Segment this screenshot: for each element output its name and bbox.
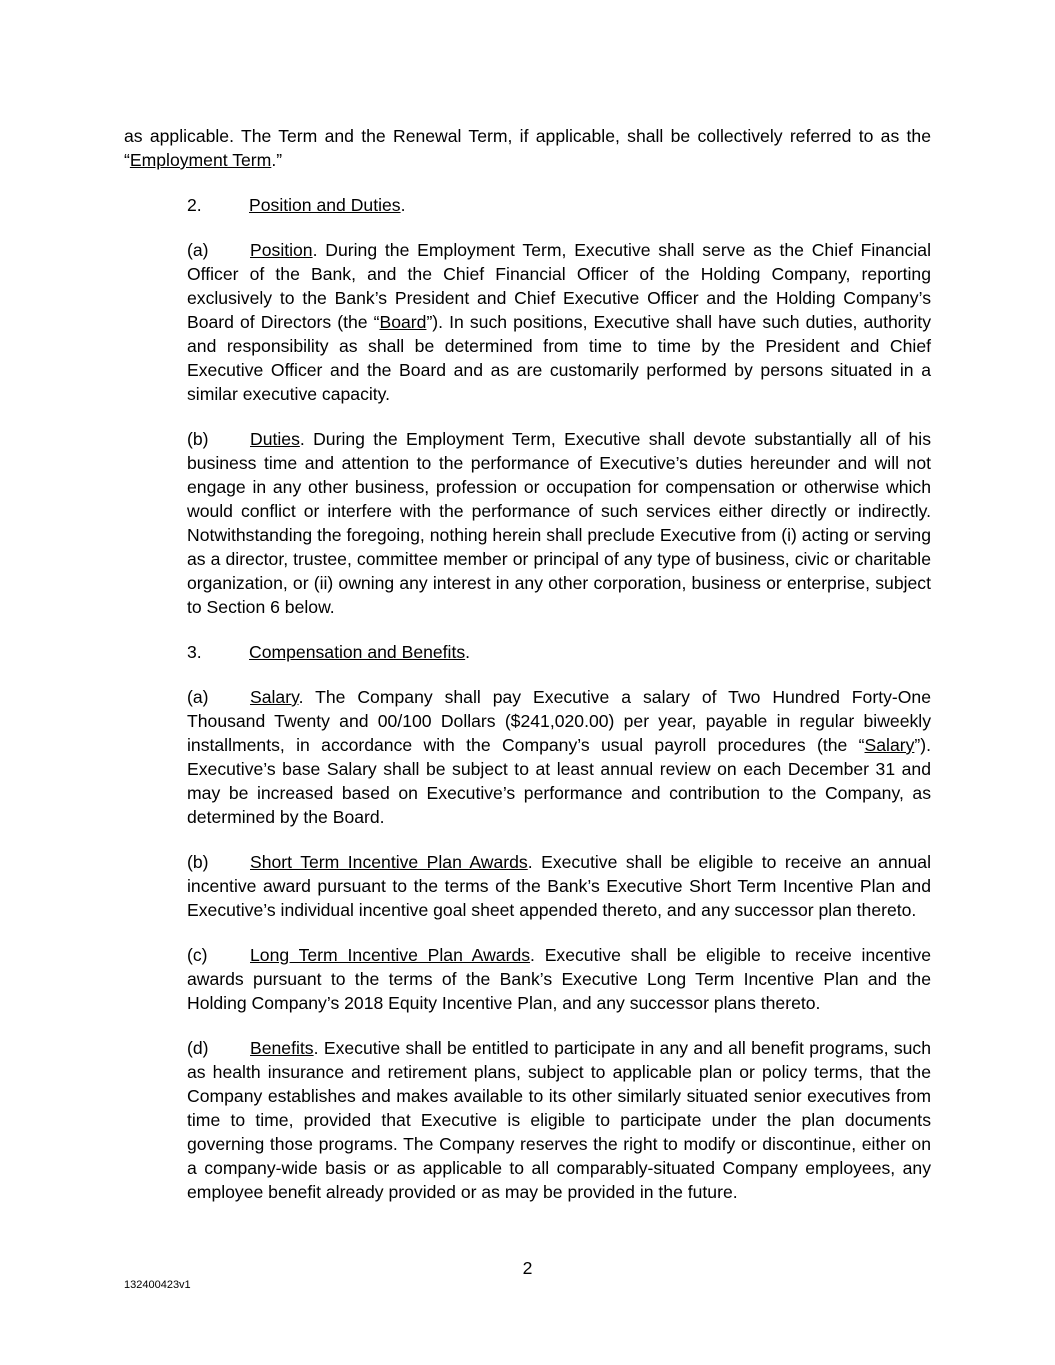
subsection-label: (b): [187, 429, 209, 449]
intro-text: as applicable. The Term and the Renewal Term, if applicable, shall be collectively referred to as the “: [124, 126, 931, 170]
section-title: Position and Duties: [249, 195, 401, 215]
section-3c-paragraph: [187, 943, 931, 1015]
section-3d-paragraph: [187, 1036, 931, 1204]
subsection-text-end: ”). Executive’s base Salary shall be subject to at least annual review on each December 31 and may be increased based on Executive’s performance and contribution to the Company, as determined by the Board.: [187, 735, 931, 827]
subsection-heading: Benefits: [250, 1038, 314, 1058]
section-number: 2.: [187, 195, 202, 215]
subsection-label: (a): [187, 240, 209, 260]
section-2-heading: [187, 193, 931, 217]
subsection-text: . Executive shall be eligible to receive incentive awards pursuant to the terms of the Bank’s Executive Long Term Incentive Plan and the Holding Company’s 2018 Equity Incentive Plan, and any successor plans thereto.: [187, 945, 931, 1013]
subsection-label: (b): [187, 852, 209, 872]
intro-paragraph: [124, 124, 931, 172]
document-page: [124, 124, 931, 1204]
section-2b-paragraph: [187, 427, 931, 619]
subsection-text: . Executive shall be entitled to participate in any and all benefit programs, such as health insurance and retirement plans, subject to applicable plan or policy terms, that the Company establishes and makes available to its other similarly situated senior executives from time to time, provided that Executive is eligible to participate under the plan documents governing those programs. The Company reserves the right to modify or discontinue, either on a company-wide basis or as applicable to all comparably-situated Company employees, any employee benefit already provided or as may be provided in the future.: [187, 1038, 931, 1202]
subsection-heading: Long Term Incentive Plan Awards: [250, 945, 531, 965]
subsection-label: (c): [187, 945, 208, 965]
defined-term-salary: Salary: [864, 735, 915, 755]
subsection-heading: Position: [250, 240, 313, 260]
subsection-label: (a): [187, 687, 209, 707]
subsection-heading: Duties: [250, 429, 300, 449]
subsection-label: (d): [187, 1038, 209, 1058]
page-number: 2: [522, 1258, 533, 1278]
defined-term-employment-term: Employment Term: [129, 150, 272, 170]
section-2a-paragraph: [187, 238, 931, 406]
subsection-text: . During the Employment Term, Executive shall serve as the Chief Financial Officer of the Bank, and the Chief Financial Officer of the Holding Company, reporting exclusively to the Bank’s President and Chief Executive Officer and the Holding Company’s Board of Directors (the “: [187, 240, 931, 332]
document-id: 132400423v1: [124, 1279, 191, 1291]
subsection-text: . The Company shall pay Executive a salary of Two Hundred Forty-One Thousand Twenty and 00/100 Dollars ($241,020.00) per year, payable in regular biweekly installments, in accordance with the Company’s usual payroll procedures (the “: [187, 687, 931, 755]
subsection-text-end: ”). In such positions, Executive shall have such duties, authority and responsibility as shall be determined from time to time by the President and Chief Executive Officer and the Board and as are customarily performed by persons situated in a similar executive capacity.: [187, 312, 932, 404]
section-number: 3.: [187, 642, 202, 662]
subsection-text: . During the Employment Term, Executive shall devote substantially all of his business time and attention to the performance of Executive’s duties hereunder and will not engage in any other business, profession or occupation for compensation or otherwise which would conflict or interfere with the performance of such services either directly or indirectly. Notwithstanding the foregoing, nothing herein shall preclude Executive from (i) acting or serving as a director, trustee, committee member or principal of any type of business, civic or charitable organization, or (ii) owning any interest in any other corporation, business or enterprise, subject to Section 6 below.: [187, 429, 931, 617]
subsection-heading: Short Term Incentive Plan Awards: [250, 852, 528, 872]
defined-term-board: Board: [379, 312, 427, 332]
subsection-heading: Salary: [250, 687, 299, 707]
section-3b-paragraph: [187, 850, 931, 922]
section-3-heading: [187, 640, 931, 664]
section-title-period: .: [400, 195, 406, 215]
intro-text-end: .”: [271, 150, 283, 170]
section-3a-paragraph: [187, 685, 931, 829]
subsection-text: . Executive shall be eligible to receive an annual incentive award pursuant to the terms of the Bank’s Executive Short Term Incentive Plan and Executive’s individual incentive goal sheet appended thereto, and any successor plan thereto.: [187, 852, 932, 920]
section-title-period: .: [465, 642, 471, 662]
section-title: Compensation and Benefits: [249, 642, 466, 662]
